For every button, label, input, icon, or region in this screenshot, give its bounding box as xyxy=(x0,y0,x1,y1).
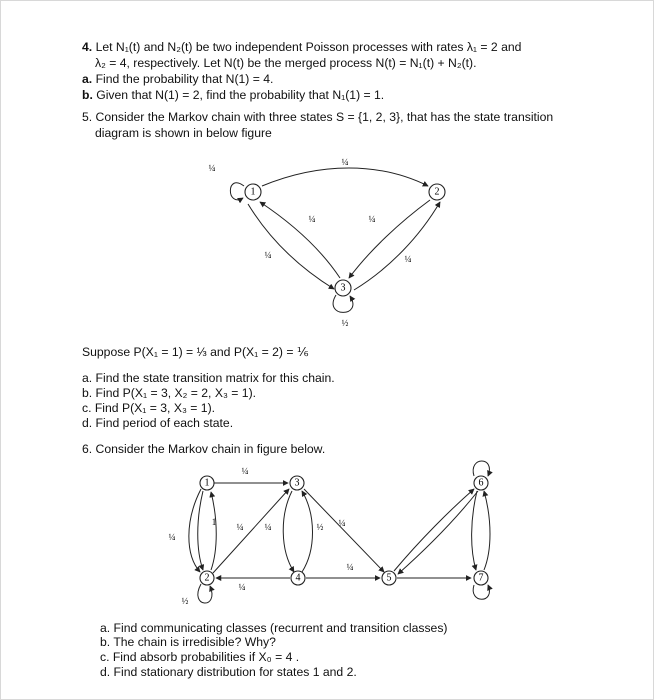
q5-line-2: diagram is shown in below figure xyxy=(95,126,272,140)
q6-label-edge-4-2: ¼ xyxy=(238,582,246,592)
q5-part-b: b. Find P(X₁ = 3, X₂ = 2, X₃ = 1). xyxy=(82,386,257,400)
q5-label-loop-1: ¼ xyxy=(208,163,216,173)
q6-part-c: c. Find absorb probabilities if X₀ = 4 . xyxy=(100,650,300,664)
q4-part-b-text: Given that N(1) = 2, find the probability that N₁(1) = 1. xyxy=(96,88,385,102)
q6-edge-6-7 xyxy=(472,491,477,570)
q6-label-edge-4-3: ½ xyxy=(316,522,324,532)
q6-edge-6-5 xyxy=(398,491,478,574)
q6-edge-2-1 xyxy=(211,492,216,570)
q5-part-c: c. Find P(X₁ = 3, X₃ = 1). xyxy=(82,401,216,415)
q5-label-edge-3-1-inner: ¼ xyxy=(308,214,316,224)
q6-label-edge-3-5: ¼ xyxy=(338,518,346,528)
q5-label-edge-2-3-inner: ¼ xyxy=(368,214,376,224)
q6-node-3-label: 3 xyxy=(294,477,300,489)
q6-loop-7 xyxy=(473,585,489,599)
q5-node-1-label: 1 xyxy=(250,186,256,198)
q6-label-loop-2: ½ xyxy=(181,596,189,606)
q6-part-d: d. Find stationary distribution for states 1 and 2. xyxy=(100,665,357,679)
q4-part-b-label: b. xyxy=(82,88,93,102)
q6-node-6-label: 6 xyxy=(478,477,484,489)
q5-label-edge-1-3-outer: ¼ xyxy=(264,250,272,260)
q6-node-4-label: 4 xyxy=(295,572,301,584)
q6-node-5-label: 5 xyxy=(386,572,392,584)
q4-text-1: Let N₁(t) and N₂(t) be two independent Poisson processes with rates λ₁ = 2 and xyxy=(95,40,522,54)
q6-node-1-label: 1 xyxy=(204,477,210,489)
q5-line-1: 5. Consider the Markov chain with three states S = {1, 2, 3}, that has the state transition xyxy=(82,110,554,124)
q6-label-edge-2-1: ¼ xyxy=(236,522,244,532)
q6-label-edge-left: ¼ xyxy=(168,532,176,542)
q6-label-edge-2-3: ¼ xyxy=(264,522,272,532)
q5-suppose: Suppose P(X₁ = 1) = ⅓ and P(X₁ = 2) = ⅙ xyxy=(82,345,309,359)
q5-part-d: d. Find period of each state. xyxy=(82,416,234,430)
q5-label-edge-1-2: ¼ xyxy=(341,157,349,167)
q6-edge-4-3 xyxy=(302,491,313,572)
q6-line-1: 6. Consider the Markov chain in figure below. xyxy=(82,442,326,456)
q6-part-b: b. The chain is irredisible? Why? xyxy=(100,635,276,649)
q4-number: 4. xyxy=(82,40,93,54)
q5-node-2-label: 2 xyxy=(434,186,440,198)
q5-part-a: a. Find the state transition matrix for this chain. xyxy=(82,371,335,385)
q5-label-edge-3-2-outer: ¼ xyxy=(404,254,412,264)
q6-node-2-label: 2 xyxy=(204,572,210,584)
q6-edge-2-3 xyxy=(213,489,289,573)
q6-edge-left xyxy=(189,489,201,572)
q4-part-a-label: a. xyxy=(82,72,93,86)
q6-edge-1-2 xyxy=(198,491,203,570)
q5-label-loop-3: ½ xyxy=(341,318,349,328)
q6-loop-2 xyxy=(198,584,212,603)
q6-part-a: a. Find communicating classes (recurrent and transition classes) xyxy=(100,621,448,635)
q6-edge-5-6 xyxy=(394,489,474,571)
q6-label-edge-1-3: ¼ xyxy=(241,466,249,476)
q4-line-2: λ₂ = 4, respectively. Let N(t) be the merged process N(t) = N₁(t) + N₂(t). xyxy=(95,56,477,70)
q6-node-7-label: 7 xyxy=(478,572,484,584)
q6-loop-6 xyxy=(473,461,489,476)
q5-node-3-label: 3 xyxy=(340,282,346,294)
q6-label-edge-1-2: 1 xyxy=(211,517,217,527)
q6-edge-7-6 xyxy=(484,491,490,570)
q6-edge-3-4 xyxy=(283,491,294,572)
q4-part-a-text: Find the probability that N(1) = 4. xyxy=(95,72,274,86)
q6-label-edge-4-5: ¼ xyxy=(346,562,354,572)
